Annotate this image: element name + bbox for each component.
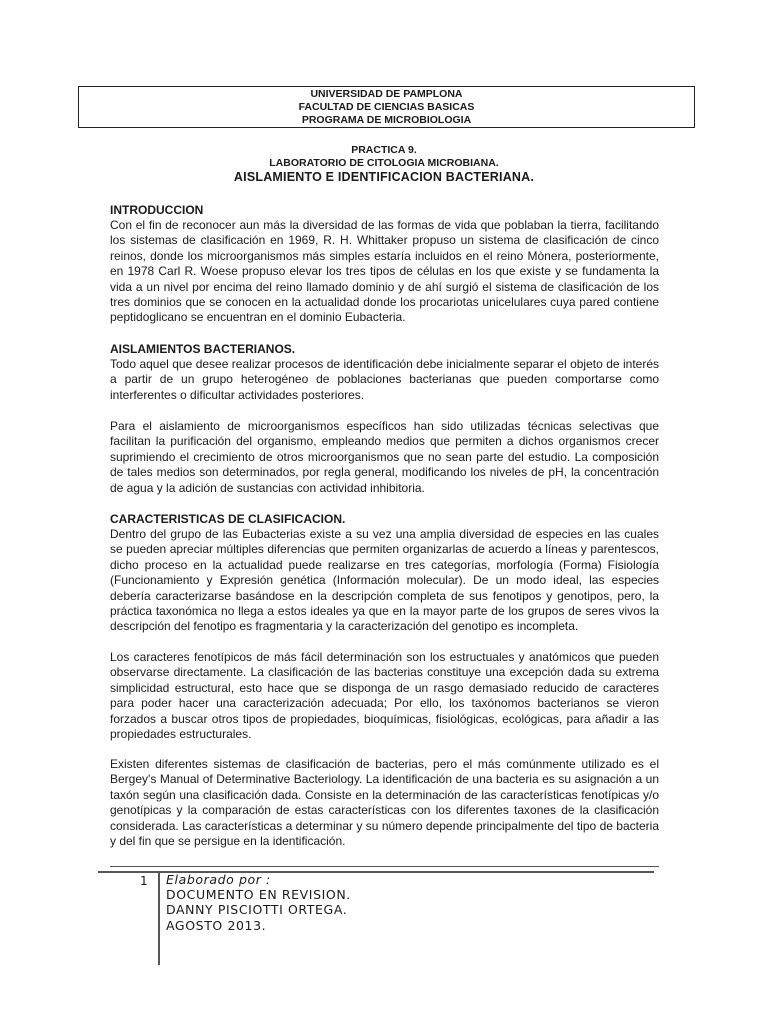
classification-paragraph-1: Dentro del grupo de las Eubacterias existe a su vez una amplia diversidad de especies en las cuales se pueden apreciar múltiples diferencias que permiten organizarlas de acuerdo a líneas y parentescos, dicho proceso en la actualidad puede realizarse en tres categorías, morfología (Forma) Fisiología (Funcionamiento y Expresión genética (Información molecular). De un modo ideal, las especies debería caracterizarse basándose en la descripción completa de sus fenotipos y genotipos, pero, la práctica taxonómica no llega a estos ideales ya que en la mayor parte de los grupos de seres vivos la descripción del fenotipo es fragmentaria y la caracterización del genotipo es incompleta.: [110, 527, 659, 634]
isolation-paragraph-1: Todo aquel que desee realizar procesos de identificación debe inicialmente separar el objeto de interés a partir de un grupo heterogéneo de poblaciones bacterianas que pueden comportarse como interferentes o dificultar actividades posteriores.: [110, 357, 659, 402]
practice-title: AISLAMIENTO E IDENTIFICACION BACTERIANA.: [233, 170, 535, 184]
institution-header-box: [78, 86, 695, 128]
practice-number: PRACTICA 9.: [351, 144, 417, 156]
faculty-name: FACULTAD DE CIENCIAS BASICAS: [298, 101, 475, 114]
classification-paragraph-2-block: [110, 650, 659, 742]
classification-paragraph-2: Los caracteres fenotípicos de más fácil determinación son los estructuales y anatómicos que pueden observarse directamente. La clasificación de las bacterias constituye una excepción dada su extrema simplicidad estructural, esto hace que se disponga de un rasgo demasiado reducido de caracteres para poder hacer una caracterización adecuada; Por ello, los taxónomos bacterianos se vieron forzados a buscar otros tipos de propiedades, bioquímicas, fisiológicas, ecológicas, para añadir a las propiedades estructurales.: [110, 650, 659, 742]
classification-paragraph-3: Existen diferentes sistemas de clasificación de bacterias, pero el más comúnmente utilizado es el Bergey's Manual of Determinative Bacteriology. La identificación de una bacteria es su asignación a un taxón según una clasificación dada. Consiste en la determinación de las características fenotípicas y/o genotípicas y la comparación de estas características con los diferentes taxones de la clasificación considerada. Las características a determinar y su número depende principalmente del tipo de bacteria y del fin que se persigue en la identificación.: [110, 757, 659, 849]
author-name: DANNY PISCIOTTI ORTEGA.: [166, 902, 348, 918]
prepared-by-label: Elaborado por :: [166, 872, 271, 887]
footer-table-divider: [158, 873, 160, 965]
footer-separator: [110, 866, 659, 867]
isolation-paragraph-2-block: [110, 419, 659, 496]
program-name: PROGRAMA DE MICROBIOLOGIA: [301, 114, 472, 127]
document-status: DOCUMENTO EN REVISION.: [166, 887, 351, 903]
classification-paragraph-3-block: [110, 757, 659, 849]
isolation-heading: AISLAMIENTOS BACTERIANOS.: [110, 342, 296, 356]
practice-heading: [0, 144, 768, 185]
introduction-paragraph: Con el fin de reconocer aun más la diversidad de las formas de vida que poblaban la tierra, facilitando los sistemas de clasificación en 1969, R. H. Whittaker propuso un sistema de clasificación de cinco reinos, donde los microorganismos más simples estaría incluidos en el reino Mònera, posteriormente, en 1978 Carl R. Woese propuso elevar los tres tipos de células en los que existe y se fundamenta la vida a un nivel por encima del reino llamado dominio y de ahí surgió el sistema de clasificación de los tres dominios que se conocen en la actualidad donde los procariotas unicelulares cuya pared contiene peptidoglicano se encuentran en el dominio Eubacteria.: [110, 218, 659, 325]
footer-info: [166, 872, 351, 933]
page-number: 1: [140, 874, 148, 888]
classification-heading: CARACTERISTICAS DE CLASIFICACION.: [110, 512, 346, 526]
document-date: AGOSTO 2013.: [166, 917, 267, 933]
isolation-paragraph-2: Para el aislamiento de microorganismos específicos han sido utilizadas técnicas selectivas que facilitan la purificación del organismo, empleando medios que permiten a dichos organismos crecer suprimiendo el crecimiento de otros microorganismos que no sean parte del estudio. La composición de tales medios son determinados, por regla general, modificando los niveles de pH, la concentración de agua y la adición de sustancias con actividad inhibitoria.: [110, 419, 659, 495]
introduction-heading: INTRODUCCION: [110, 203, 204, 217]
university-name: UNIVERSIDAD DE PAMPLONA: [310, 88, 463, 100]
introduction-section: [110, 203, 659, 326]
isolation-section: [110, 342, 659, 403]
laboratory-name: LABORATORIO DE CITOLOGIA MICROBIANA.: [269, 157, 499, 169]
classification-section: [110, 512, 659, 635]
